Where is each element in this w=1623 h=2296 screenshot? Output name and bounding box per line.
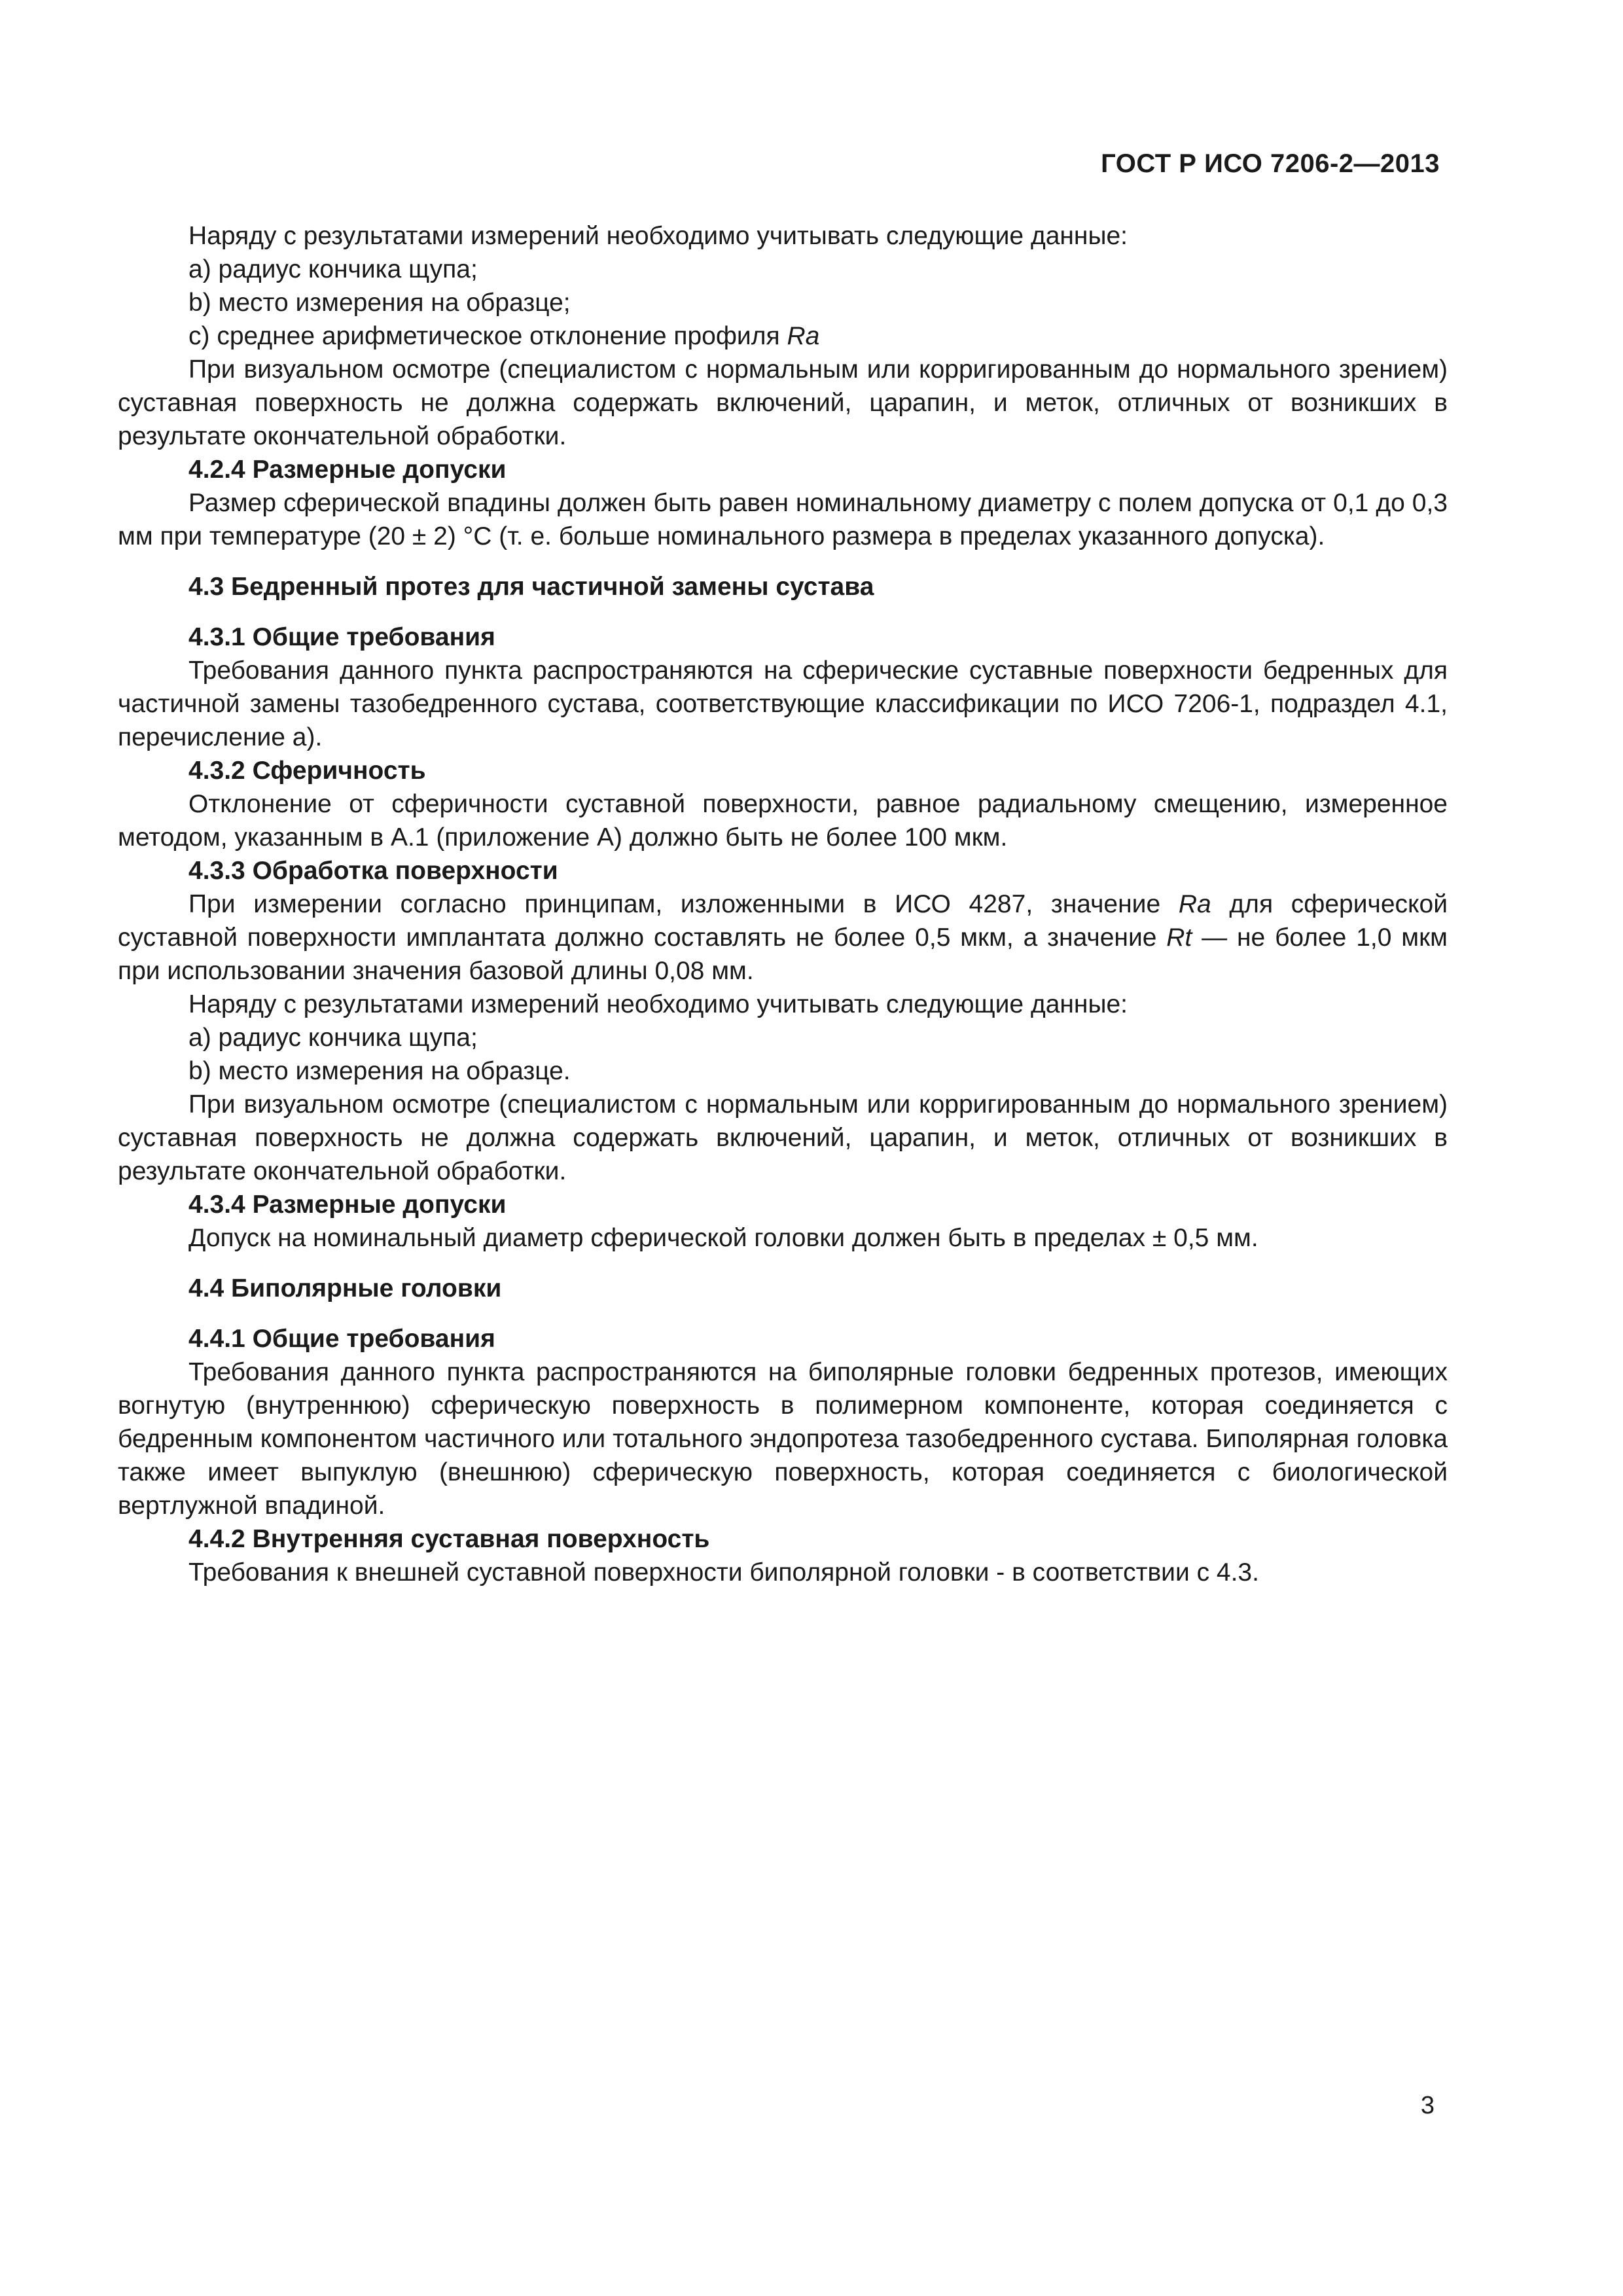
paragraph xyxy=(118,787,1448,854)
paragraph xyxy=(118,1556,1448,1589)
text-run: Размер сферической впадины должен быть равен номинальному диаметру с полем допуска от 0,1 до 0,3 мм при температуре (20 ± 2) °C (т. е. больше номинального размера в пределах указанного допуска). xyxy=(118,489,1448,550)
text-run: 4.3 Бедренный протез для частичной замены сустава xyxy=(188,573,874,601)
paragraph xyxy=(118,1021,1448,1054)
text-run: При визуальном осмотре (специалистом с нормальным или корригированным до нормального зрением) суставная поверхность не должна содержать включений, царапин, и меток, отличных от возникших в результате окончательной обработки. xyxy=(118,355,1448,450)
paragraph xyxy=(118,1221,1448,1255)
page-number: 3 xyxy=(1420,2092,1435,2119)
text-run: а) радиус кончика щупа; xyxy=(188,1024,478,1052)
subsection-heading xyxy=(118,1188,1448,1221)
paragraph xyxy=(118,1355,1448,1522)
text-run: Требования данного пункта распространяются на биполярные головки бедренных протезов, имеющих вогнутую (внутреннюю) сферическую поверхность в полимерном компоненте, которая соединяется с бедренным компонентом частичного или тотального эндопротеза тазобедренного сустава. Биполярная головка также имеет выпуклую (внешнюю) сферическую поверхность, которая соединяется с биологической вертлужной впадиной. xyxy=(118,1358,1448,1520)
paragraph xyxy=(118,888,1448,988)
paragraph xyxy=(118,1054,1448,1088)
text-run: При измерении согласно принципам, изложенными в ИСО 4287, значение xyxy=(188,890,1179,918)
italic-symbol: Ra xyxy=(787,322,820,350)
paragraph xyxy=(118,319,1448,353)
text-run: 4.3.2 Сферичность xyxy=(188,757,426,785)
text-run: Требования к внешней суставной поверхности биполярной головки - в соответствии с 4.3. xyxy=(188,1558,1259,1587)
text-run: Допуск на номинальный диаметр сферической головки должен быть в пределах ± 0,5 мм. xyxy=(188,1224,1258,1252)
section-heading xyxy=(118,1272,1448,1305)
subsection-heading xyxy=(118,620,1448,654)
standard-header: ГОСТ Р ИСО 7206-2—2013 xyxy=(1101,149,1440,178)
text-run: с) среднее арифметическое отклонение профиля xyxy=(188,322,787,350)
italic-symbol: Rt xyxy=(1166,924,1192,952)
subsection-heading xyxy=(118,1522,1448,1556)
text-run: 4.3.3 Обработка поверхности xyxy=(188,857,558,885)
text-run: Требования данного пункта распространяются на сферические суставные поверхности бедренных для частичной замены тазобедренного сустава, соответствующие классификации по ИСО 7206-1, подраздел 4.1, перечисление а). xyxy=(118,656,1448,751)
paragraph xyxy=(118,219,1448,253)
text-run: Наряду с результатами измерений необходимо учитывать следующие данные: xyxy=(188,990,1128,1018)
paragraph xyxy=(118,353,1448,453)
subsection-heading xyxy=(118,1322,1448,1355)
paragraph xyxy=(118,286,1448,319)
text-run: для сферической суставной поверхности имплантата должно составлять не более 0,5 мкм, а значение xyxy=(118,890,1448,952)
text-run: 4.3.1 Общие требования xyxy=(188,623,495,651)
text-run: 4.3.4 Размерные допуски xyxy=(188,1191,507,1219)
paragraph xyxy=(118,486,1448,553)
section-heading xyxy=(118,570,1448,603)
text-run: 4.4.2 Внутренняя суставная поверхность xyxy=(188,1525,710,1553)
text-run: 4.4.1 Общие требования xyxy=(188,1325,495,1353)
text-run: b) место измерения на образце. xyxy=(188,1057,571,1085)
text-run: Наряду с результатами измерений необходимо учитывать следующие данные: xyxy=(188,222,1128,250)
subsection-heading xyxy=(118,453,1448,486)
subsection-heading xyxy=(118,854,1448,888)
document-body xyxy=(118,219,1448,1589)
italic-symbol: Ra xyxy=(1178,890,1211,918)
paragraph xyxy=(118,253,1448,286)
text-run: — не более 1,0 мкм при использовании значения базовой длины 0,08 мм. xyxy=(118,924,1448,985)
paragraph xyxy=(118,988,1448,1021)
text-run: При визуальном осмотре (специалистом с нормальным или корригированным до нормального зрением) суставная поверхность не должна содержать включений, царапин, и меток, отличных от возникших в результате окончательной обработки. xyxy=(118,1090,1448,1185)
text-run: 4.2.4 Размерные допуски xyxy=(188,456,507,484)
paragraph xyxy=(118,1088,1448,1188)
paragraph xyxy=(118,654,1448,754)
text-run: а) радиус кончика щупа; xyxy=(188,255,478,283)
text-run: b) место измерения на образце; xyxy=(188,289,571,317)
subsection-heading xyxy=(118,754,1448,787)
text-run: 4.4 Биполярные головки xyxy=(188,1274,502,1302)
text-run: Отклонение от сферичности суставной поверхности, равное радиальному смещению, измеренное методом, указанным в А.1 (приложение А) должно быть не более 100 мкм. xyxy=(118,790,1448,852)
